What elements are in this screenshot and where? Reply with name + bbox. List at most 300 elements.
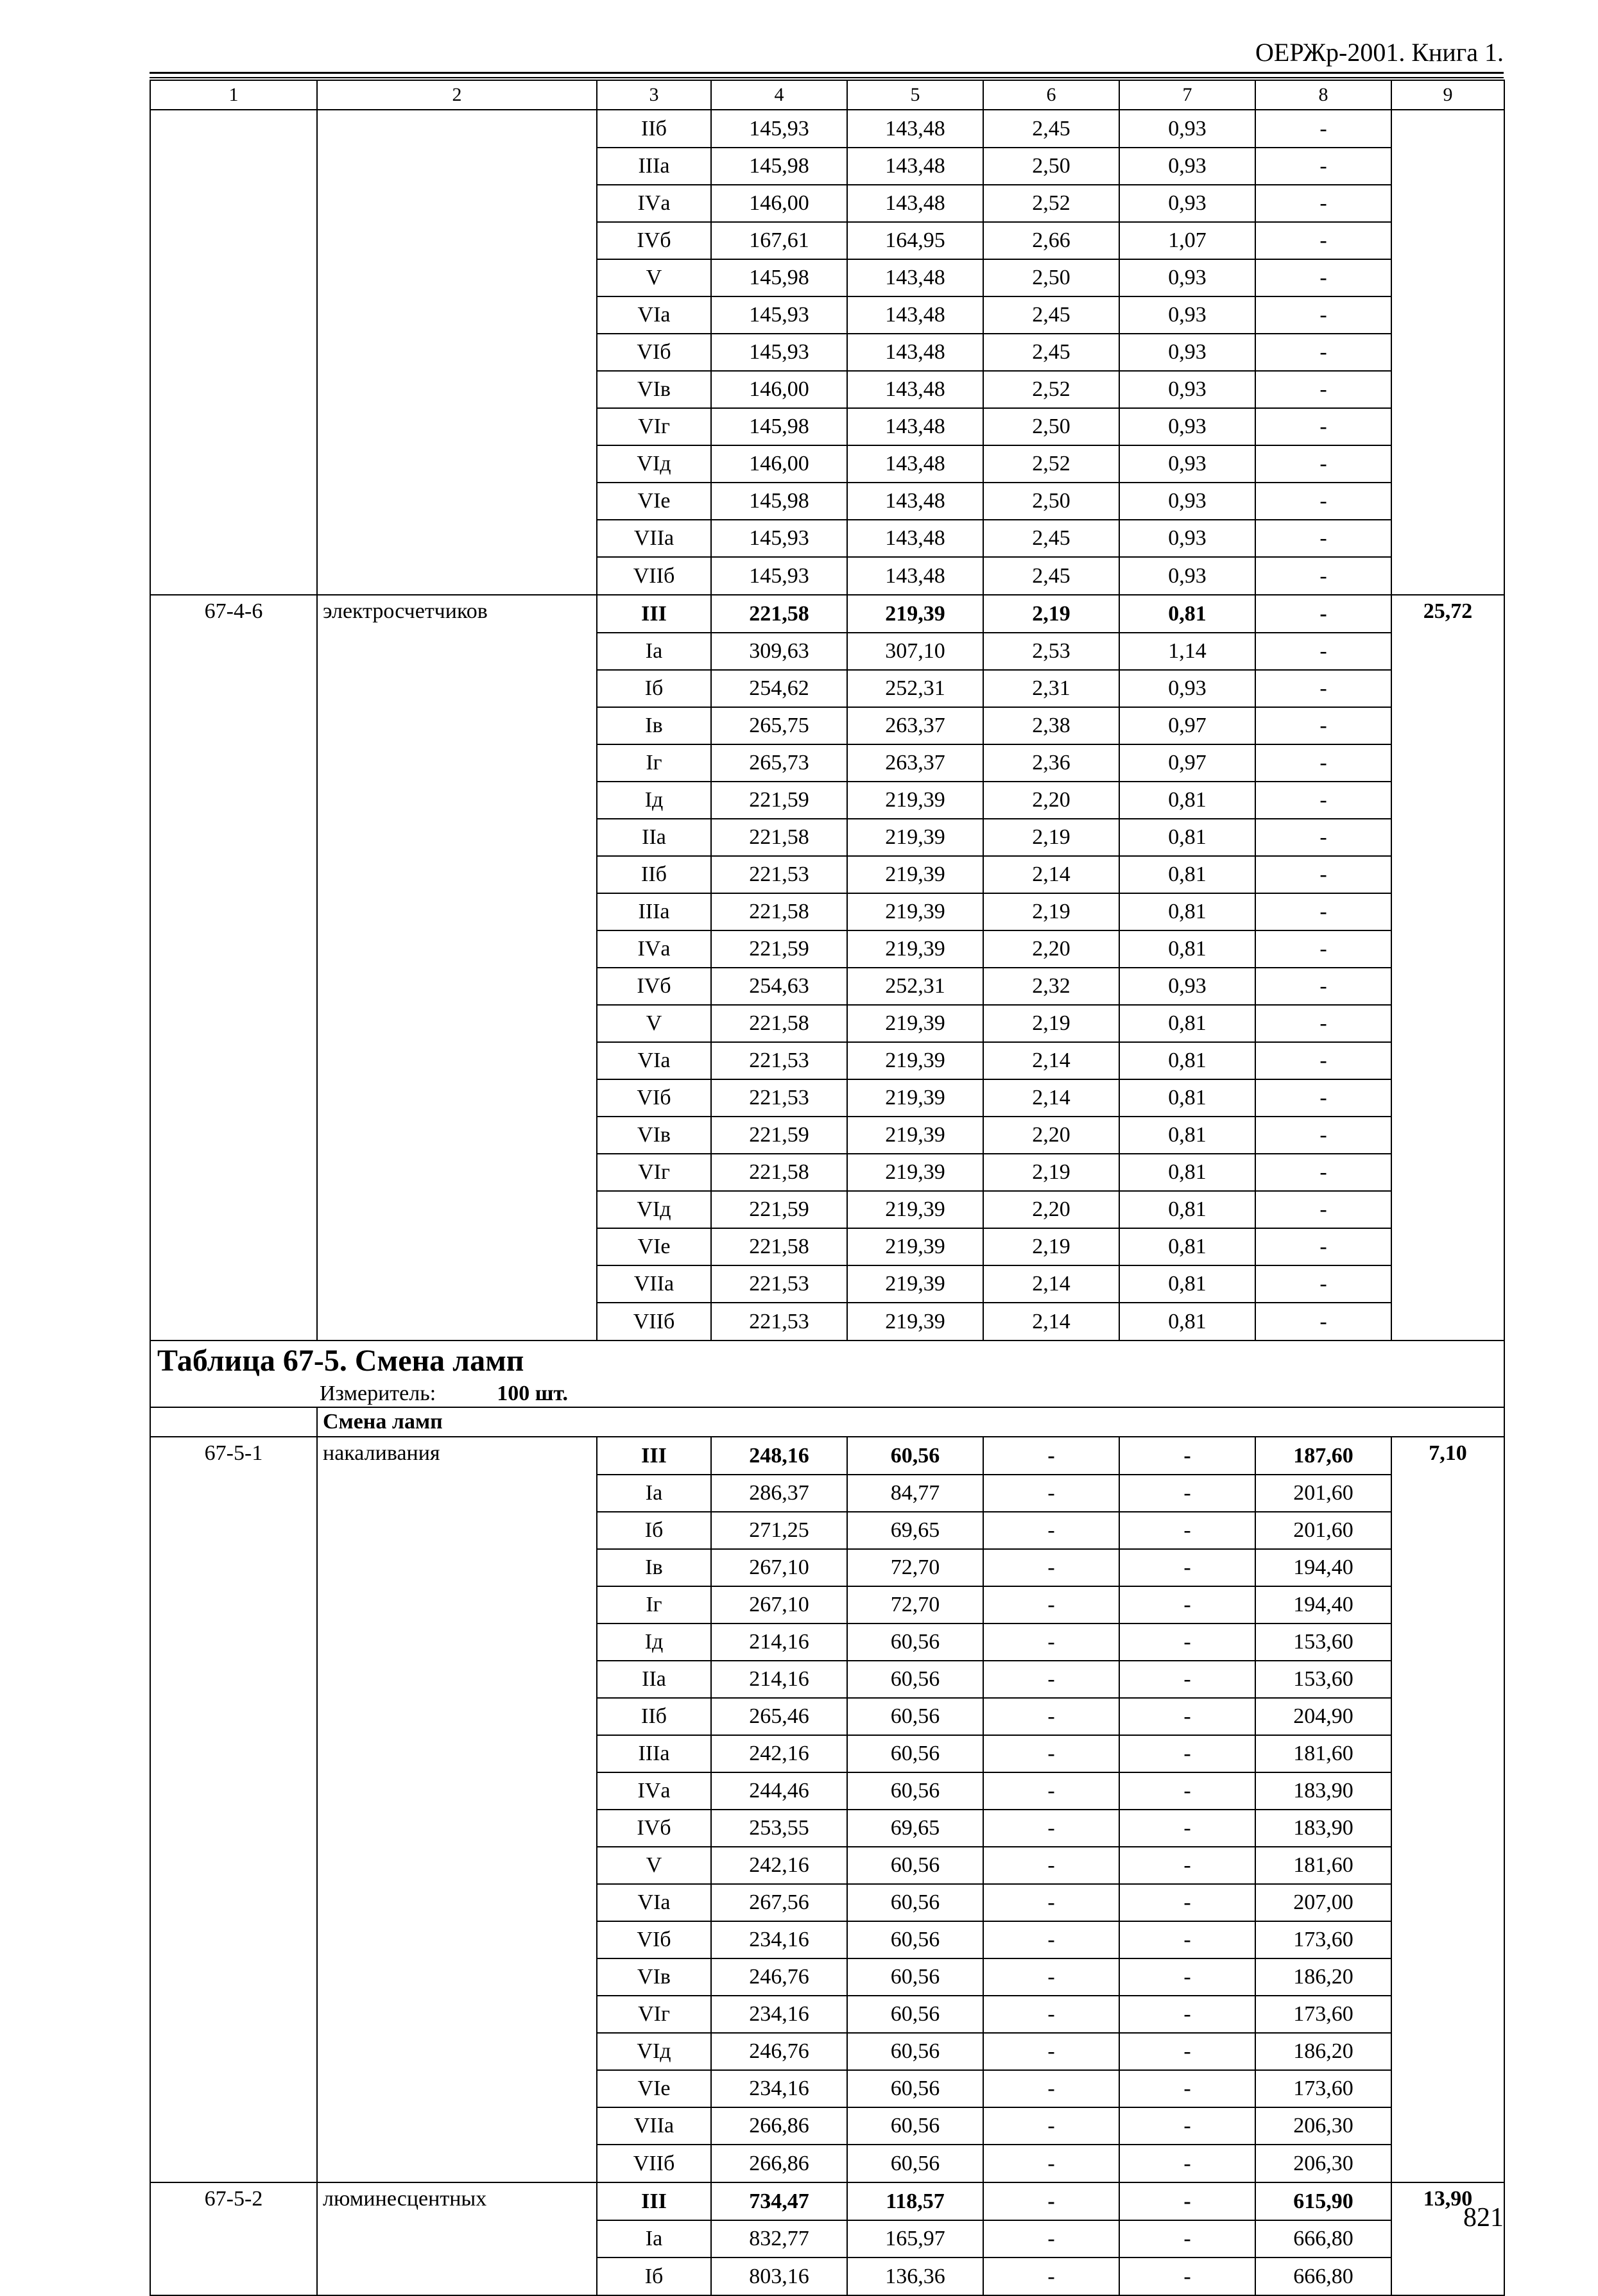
wages-cell: 143,48 <box>847 408 983 445</box>
total-cost-cell: 286,37 <box>711 1475 847 1512</box>
machines-cell: 2,14 <box>983 856 1119 893</box>
column-header: 4 <box>711 80 847 110</box>
wages-cell: 219,39 <box>847 1005 983 1042</box>
section-title-row <box>150 1341 1504 1381</box>
page-number: 821 <box>1463 2203 1504 2232</box>
zone-cell: IVб <box>597 222 711 259</box>
materials-cell: - <box>1255 371 1391 408</box>
machines-cell: - <box>983 1884 1119 1921</box>
table-row <box>150 1512 1504 1549</box>
zone-cell: VIе <box>597 483 711 520</box>
wages-cell: 252,31 <box>847 670 983 707</box>
wages-cell: 143,48 <box>847 296 983 334</box>
total-cost-cell: 254,63 <box>711 968 847 1005</box>
machines-cell: 2,50 <box>983 148 1119 185</box>
total-cost-cell: 214,16 <box>711 1623 847 1661</box>
code-cell: 67-5-1 <box>150 1437 317 1475</box>
table-row <box>150 371 1504 408</box>
machinist-wages-cell: 0,93 <box>1119 445 1255 483</box>
name-cell <box>317 259 597 296</box>
name-cell <box>317 1586 597 1623</box>
name-cell <box>317 1079 597 1117</box>
code-cell <box>150 148 317 185</box>
zone-cell: VIд <box>597 1191 711 1228</box>
total-cost-cell: 221,58 <box>711 893 847 930</box>
labor-cell <box>1391 1884 1504 1921</box>
name-cell <box>317 744 597 782</box>
header-rule-secondary <box>150 77 1504 78</box>
total-cost-cell: 266,86 <box>711 2107 847 2145</box>
code-cell <box>150 782 317 819</box>
materials-cell: - <box>1255 222 1391 259</box>
total-cost-cell: 246,76 <box>711 1958 847 1996</box>
labor-cell <box>1391 1661 1504 1698</box>
labor-cell <box>1391 1228 1504 1265</box>
materials-cell: - <box>1255 782 1391 819</box>
machinist-wages-cell: 0,81 <box>1119 1005 1255 1042</box>
name-cell <box>317 1005 597 1042</box>
name-cell <box>317 930 597 968</box>
code-cell <box>150 2033 317 2070</box>
zone-cell: VIа <box>597 296 711 334</box>
wages-cell: 60,56 <box>847 1623 983 1661</box>
materials-cell: - <box>1255 557 1391 595</box>
table-row <box>150 1005 1504 1042</box>
labor-cell <box>1391 1303 1504 1341</box>
zone-cell: Iб <box>597 2257 711 2295</box>
machines-cell: 2,36 <box>983 744 1119 782</box>
labor-cell: 25,72 <box>1391 595 1504 633</box>
name-cell <box>317 483 597 520</box>
machinist-wages-cell: - <box>1119 1512 1255 1549</box>
total-cost-cell: 253,55 <box>711 1810 847 1847</box>
wages-cell: 219,39 <box>847 782 983 819</box>
materials-cell: - <box>1255 520 1391 557</box>
column-header: 7 <box>1119 80 1255 110</box>
name-cell <box>317 1512 597 1549</box>
labor-cell <box>1391 185 1504 222</box>
name-cell <box>317 1772 597 1810</box>
machinist-wages-cell: 0,81 <box>1119 856 1255 893</box>
materials-cell: - <box>1255 1228 1391 1265</box>
machines-cell: 2,19 <box>983 1154 1119 1191</box>
wages-cell: 219,39 <box>847 893 983 930</box>
total-cost-cell: 221,53 <box>711 1042 847 1079</box>
machines-cell: - <box>983 1735 1119 1772</box>
machinist-wages-cell: 0,93 <box>1119 670 1255 707</box>
table-row <box>150 2220 1504 2257</box>
total-cost-cell: 832,77 <box>711 2220 847 2257</box>
total-cost-cell: 145,98 <box>711 259 847 296</box>
labor-cell <box>1391 2070 1504 2107</box>
labor-cell <box>1391 1154 1504 1191</box>
code-cell <box>150 445 317 483</box>
machinist-wages-cell: 0,81 <box>1119 1042 1255 1079</box>
zone-cell: Iв <box>597 1549 711 1586</box>
labor-cell <box>1391 296 1504 334</box>
zone-cell: VIIб <box>597 1303 711 1341</box>
machinist-wages-cell: - <box>1119 1921 1255 1958</box>
table-row <box>150 1303 1504 1341</box>
zone-cell: IVа <box>597 185 711 222</box>
machines-cell: 2,45 <box>983 334 1119 371</box>
machines-cell: 2,19 <box>983 893 1119 930</box>
zone-cell: Iд <box>597 782 711 819</box>
labor-cell <box>1391 1512 1504 1549</box>
table-row <box>150 185 1504 222</box>
materials-cell: 207,00 <box>1255 1884 1391 1921</box>
zone-cell: VIIа <box>597 520 711 557</box>
zone-cell: IVа <box>597 1772 711 1810</box>
code-cell <box>150 371 317 408</box>
name-cell <box>317 2070 597 2107</box>
total-cost-cell: 221,59 <box>711 1191 847 1228</box>
table-row <box>150 1228 1504 1265</box>
name-cell <box>317 2257 597 2295</box>
machinist-wages-cell: - <box>1119 1437 1255 1475</box>
machinist-wages-cell: - <box>1119 1847 1255 1884</box>
labor-cell <box>1391 1698 1504 1735</box>
materials-cell: - <box>1255 930 1391 968</box>
machines-cell: 2,19 <box>983 1228 1119 1265</box>
wages-cell: 219,39 <box>847 856 983 893</box>
total-cost-cell: 146,00 <box>711 371 847 408</box>
materials-cell: - <box>1255 483 1391 520</box>
machinist-wages-cell: 1,14 <box>1119 633 1255 670</box>
machines-cell: 2,45 <box>983 520 1119 557</box>
table-row <box>150 968 1504 1005</box>
total-cost-cell: 221,59 <box>711 782 847 819</box>
wages-cell: 60,56 <box>847 2033 983 2070</box>
zone-cell: Iб <box>597 1512 711 1549</box>
machinist-wages-cell: - <box>1119 2033 1255 2070</box>
wages-cell: 143,48 <box>847 185 983 222</box>
running-header: ОЕРЖр-2001. Книга 1. <box>1255 38 1504 67</box>
machinist-wages-cell: - <box>1119 1772 1255 1810</box>
materials-cell: - <box>1255 1117 1391 1154</box>
code-cell <box>150 1265 317 1303</box>
materials-cell: - <box>1255 259 1391 296</box>
table-row <box>150 296 1504 334</box>
subheading: Смена ламп <box>323 1410 443 1434</box>
machinist-wages-cell: 0,93 <box>1119 334 1255 371</box>
wages-cell: 219,39 <box>847 595 983 633</box>
materials-cell: - <box>1255 670 1391 707</box>
materials-cell: 186,20 <box>1255 1958 1391 1996</box>
column-header: 6 <box>983 80 1119 110</box>
name-cell <box>317 1847 597 1884</box>
column-header: 8 <box>1255 80 1391 110</box>
table-row <box>150 2257 1504 2295</box>
machines-cell: 2,20 <box>983 1191 1119 1228</box>
code-cell <box>150 1698 317 1735</box>
table-row <box>150 1549 1504 1586</box>
name-cell <box>317 1810 597 1847</box>
zone-cell: VIб <box>597 1921 711 1958</box>
total-cost-cell: 265,75 <box>711 707 847 744</box>
table-row <box>150 633 1504 670</box>
code-cell <box>150 1921 317 1958</box>
name-cell <box>317 445 597 483</box>
machinist-wages-cell: - <box>1119 1475 1255 1512</box>
machinist-wages-cell: - <box>1119 1549 1255 1586</box>
wages-cell: 60,56 <box>847 1735 983 1772</box>
code-cell <box>150 1958 317 1996</box>
total-cost-cell: 145,98 <box>711 408 847 445</box>
code-cell <box>150 185 317 222</box>
machines-cell: 2,50 <box>983 408 1119 445</box>
table-row <box>150 2033 1504 2070</box>
wages-cell: 60,56 <box>847 2107 983 2145</box>
labor-cell <box>1391 707 1504 744</box>
machines-cell: 2,14 <box>983 1079 1119 1117</box>
labor-cell: 13,90 <box>1391 2182 1504 2220</box>
materials-cell: - <box>1255 893 1391 930</box>
zone-cell: IIб <box>597 856 711 893</box>
machinist-wages-cell: 0,81 <box>1119 595 1255 633</box>
table-row <box>150 2182 1504 2220</box>
labor-cell <box>1391 1772 1504 1810</box>
labor-cell <box>1391 670 1504 707</box>
total-cost-cell: 221,58 <box>711 1228 847 1265</box>
labor-cell <box>1391 856 1504 893</box>
wages-cell: 164,95 <box>847 222 983 259</box>
zone-cell: VIа <box>597 1042 711 1079</box>
total-cost-cell: 221,58 <box>711 819 847 856</box>
code-cell <box>150 1117 317 1154</box>
machines-cell: - <box>983 1512 1119 1549</box>
name-cell <box>317 408 597 445</box>
machines-cell: 2,50 <box>983 259 1119 296</box>
materials-cell: 187,60 <box>1255 1437 1391 1475</box>
wages-cell: 219,39 <box>847 1228 983 1265</box>
table-row <box>150 707 1504 744</box>
zone-cell: VIв <box>597 371 711 408</box>
zone-cell: Iг <box>597 744 711 782</box>
wages-cell: 219,39 <box>847 1265 983 1303</box>
machinist-wages-cell: 0,81 <box>1119 1154 1255 1191</box>
wages-cell: 219,39 <box>847 1303 983 1341</box>
machinist-wages-cell: 0,81 <box>1119 1079 1255 1117</box>
wages-cell: 219,39 <box>847 1154 983 1191</box>
table-row <box>150 1735 1504 1772</box>
name-cell <box>317 1698 597 1735</box>
machinist-wages-cell: - <box>1119 2107 1255 2145</box>
code-cell: 67-5-2 <box>150 2182 317 2220</box>
labor-cell <box>1391 1005 1504 1042</box>
zone-cell: IIа <box>597 819 711 856</box>
machinist-wages-cell: - <box>1119 1810 1255 1847</box>
machinist-wages-cell: 0,81 <box>1119 1191 1255 1228</box>
code-cell <box>150 259 317 296</box>
labor-cell <box>1391 782 1504 819</box>
machinist-wages-cell: 0,93 <box>1119 557 1255 595</box>
total-cost-cell: 146,00 <box>711 445 847 483</box>
wages-cell: 60,56 <box>847 1698 983 1735</box>
machinist-wages-cell: 0,81 <box>1119 1265 1255 1303</box>
labor-cell <box>1391 1921 1504 1958</box>
code-cell <box>150 2257 317 2295</box>
materials-cell: - <box>1255 445 1391 483</box>
name-cell <box>317 2033 597 2070</box>
machinist-wages-cell: - <box>1119 1586 1255 1623</box>
labor-cell <box>1391 259 1504 296</box>
column-header: 5 <box>847 80 983 110</box>
name-cell <box>317 707 597 744</box>
code-cell <box>150 2107 317 2145</box>
code-cell <box>150 670 317 707</box>
machines-cell: - <box>983 2033 1119 2070</box>
table-row <box>150 1265 1504 1303</box>
table-row <box>150 520 1504 557</box>
zone-cell: Iа <box>597 633 711 670</box>
wages-cell: 307,10 <box>847 633 983 670</box>
wages-cell: 143,48 <box>847 445 983 483</box>
wages-cell: 60,56 <box>847 2145 983 2182</box>
zone-cell: III <box>597 1437 711 1475</box>
wages-cell: 143,48 <box>847 520 983 557</box>
total-cost-cell: 221,58 <box>711 1154 847 1191</box>
total-cost-cell: 145,93 <box>711 520 847 557</box>
total-cost-cell: 221,58 <box>711 595 847 633</box>
zone-cell: VIг <box>597 408 711 445</box>
labor-cell <box>1391 483 1504 520</box>
machinist-wages-cell: 0,93 <box>1119 520 1255 557</box>
code-cell <box>150 1772 317 1810</box>
column-header: 2 <box>317 80 597 110</box>
labor-cell <box>1391 1847 1504 1884</box>
table-row <box>150 1810 1504 1847</box>
zone-cell: IVб <box>597 968 711 1005</box>
code-cell <box>150 1735 317 1772</box>
wages-cell: 219,39 <box>847 1191 983 1228</box>
machines-cell: 2,45 <box>983 557 1119 595</box>
name-cell <box>317 670 597 707</box>
materials-cell: - <box>1255 1079 1391 1117</box>
total-cost-cell: 145,98 <box>711 483 847 520</box>
machinist-wages-cell: 0,81 <box>1119 893 1255 930</box>
code-cell <box>150 1810 317 1847</box>
wages-cell: 143,48 <box>847 110 983 148</box>
name-cell <box>317 633 597 670</box>
total-cost-cell: 234,16 <box>711 1996 847 2033</box>
machines-cell: 2,50 <box>983 483 1119 520</box>
machinist-wages-cell: 0,93 <box>1119 296 1255 334</box>
zone-cell: IVб <box>597 1810 711 1847</box>
total-cost-cell: 221,58 <box>711 1005 847 1042</box>
name-cell <box>317 1303 597 1341</box>
table-row <box>150 483 1504 520</box>
table-row <box>150 1437 1504 1475</box>
materials-cell: - <box>1255 408 1391 445</box>
machinist-wages-cell: 0,97 <box>1119 707 1255 744</box>
code-cell <box>150 930 317 968</box>
wages-cell: 69,65 <box>847 1810 983 1847</box>
table-row <box>150 408 1504 445</box>
table-row <box>150 148 1504 185</box>
materials-cell: 153,60 <box>1255 1623 1391 1661</box>
table-row <box>150 1921 1504 1958</box>
machines-cell: 2,45 <box>983 110 1119 148</box>
table-row <box>150 819 1504 856</box>
zone-cell: VIе <box>597 2070 711 2107</box>
total-cost-cell: 266,86 <box>711 2145 847 2182</box>
table-row <box>150 1042 1504 1079</box>
machines-cell: 2,45 <box>983 296 1119 334</box>
machinist-wages-cell: 0,97 <box>1119 744 1255 782</box>
total-cost-cell: 221,53 <box>711 1303 847 1341</box>
materials-cell: - <box>1255 968 1391 1005</box>
table-row <box>150 1958 1504 1996</box>
labor-cell <box>1391 520 1504 557</box>
wages-cell: 219,39 <box>847 1042 983 1079</box>
code-cell <box>150 1661 317 1698</box>
code-cell <box>150 1884 317 1921</box>
materials-cell: 173,60 <box>1255 1996 1391 2033</box>
total-cost-cell: 221,59 <box>711 1117 847 1154</box>
code-cell <box>150 2145 317 2182</box>
zone-cell: III <box>597 595 711 633</box>
code-cell <box>150 408 317 445</box>
machines-cell: - <box>983 1698 1119 1735</box>
column-header: 1 <box>150 80 317 110</box>
code-cell <box>150 1549 317 1586</box>
machines-cell: 2,38 <box>983 707 1119 744</box>
total-cost-cell: 145,98 <box>711 148 847 185</box>
labor-cell <box>1391 222 1504 259</box>
table-row <box>150 595 1504 633</box>
name-cell <box>317 1921 597 1958</box>
labor-cell <box>1391 1623 1504 1661</box>
machines-cell: 2,66 <box>983 222 1119 259</box>
zone-cell: Iд <box>597 1623 711 1661</box>
materials-cell: 206,30 <box>1255 2145 1391 2182</box>
wages-cell: 60,56 <box>847 2070 983 2107</box>
name-cell <box>317 148 597 185</box>
materials-cell: 206,30 <box>1255 2107 1391 2145</box>
labor-cell <box>1391 445 1504 483</box>
machinist-wages-cell: 0,93 <box>1119 110 1255 148</box>
materials-cell: 666,80 <box>1255 2220 1391 2257</box>
name-cell <box>317 2107 597 2145</box>
zone-cell: VIв <box>597 1117 711 1154</box>
code-cell <box>150 968 317 1005</box>
wages-cell: 143,48 <box>847 259 983 296</box>
table-row <box>150 1996 1504 2033</box>
machines-cell: 2,19 <box>983 1005 1119 1042</box>
table-row <box>150 334 1504 371</box>
machinist-wages-cell: 0,93 <box>1119 371 1255 408</box>
wages-cell: 60,56 <box>847 1661 983 1698</box>
table-row <box>150 1154 1504 1191</box>
total-cost-cell: 265,46 <box>711 1698 847 1735</box>
labor-cell: 7,10 <box>1391 1437 1504 1475</box>
code-cell <box>150 1303 317 1341</box>
code-cell <box>150 744 317 782</box>
labor-cell <box>1391 334 1504 371</box>
total-cost-cell: 254,62 <box>711 670 847 707</box>
unit-label: Измеритель: <box>320 1382 436 1405</box>
materials-cell: 194,40 <box>1255 1586 1391 1623</box>
machinist-wages-cell: 0,93 <box>1119 259 1255 296</box>
machines-cell: - <box>983 1921 1119 1958</box>
machines-cell: 2,52 <box>983 371 1119 408</box>
zone-cell: VIд <box>597 445 711 483</box>
machinist-wages-cell: 0,81 <box>1119 1228 1255 1265</box>
zone-cell: VIIа <box>597 1265 711 1303</box>
table-row <box>150 1586 1504 1623</box>
labor-cell <box>1391 2257 1504 2295</box>
